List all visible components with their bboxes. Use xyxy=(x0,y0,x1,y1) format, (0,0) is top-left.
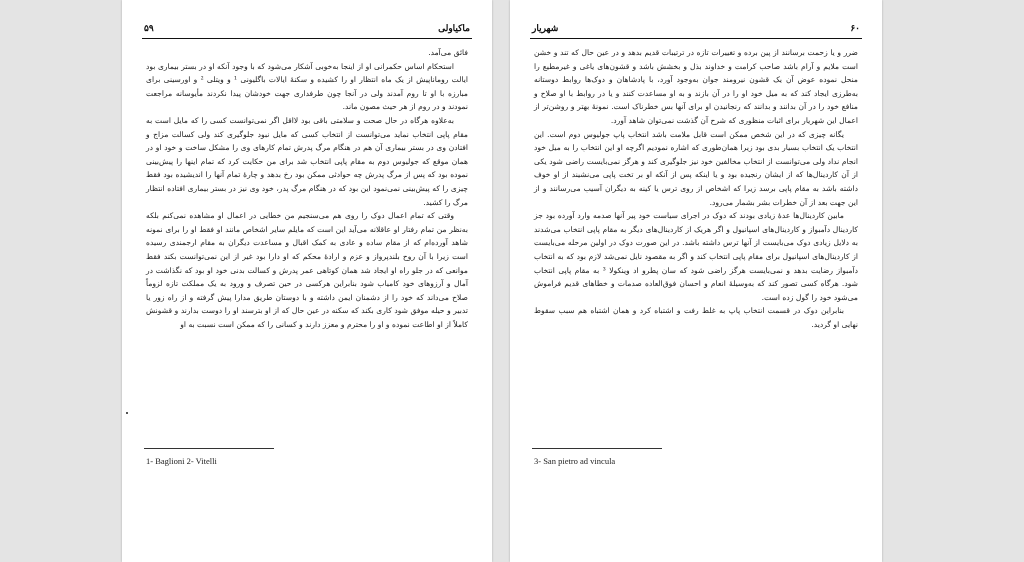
footnote-rule xyxy=(532,448,662,449)
paragraph: به‌علاوه هرگاه در حال صحت و سلامتی باقی بود لااقل اگر نمی‌توانست کسی را که مایل است به مقام پاپی انتخاب نماید می‌توانست از انتخاب کسی که مایل نبود جلوگیری کند ولی کسالت مزاج و افتادن وی در بستر بیماری آن هم در هنگام مرگ پدرش تمام کارهای وی را مشکل ساخت و خود او در همان موقع که جولیوس دوم به مقام پاپی انتخاب شد برای من حکایت کرد که تمام اینها را پیش‌بینی نموده بود که پس از مرگ پدرش چه حوادثی ممکن بود رخ بدهد و چارهٔ تمام آنها را اندیشیده بود فقط چیزی را که پیش‌بینی نمی‌نمود این بود که در هنگام مرگ پدر، خود وی نیز در بستر بیماری افتاده انتظار مرگ را کشید. xyxy=(146,115,468,207)
paragraph: استحکام اساس حکمرانی او از اینجا به‌خوبی آشکار می‌شود که با وجود آنکه او در بستر بیماری بود ایالت روماناپیش از یک ماه انتظار او را کشیده و سکنهٔ ایالات باگلیونی ¹ و ویتلی ² و اورسینی برای مبارزه با او تا روم آمدند ولی در آنجا چون طرفداری جهت خودشان پیدا نکردند مأیوسانه مراجعت نمودند و در روم از هر حیث مصون ماند. xyxy=(146,61,468,112)
page-body-text xyxy=(146,46,468,331)
footnote-rule xyxy=(144,448,274,449)
paragraph: وقتی که تمام اعمال دوک را روی هم می‌سنجیم من خطایی در اعمال او مشاهده نمی‌کنم بلکه به‌نظر من تمام رفتار او عاقلانه می‌آید این است که مایلم سایر اشخاص مانند او فقط او را برای نمونه شاهد آورده‌ام که از مقام ساده و عادی به کمک اقبال و مساعدت دیگران به مقام ارجمندی رسیده است زیرا با آن روح بلندپرواز و عزم و ارادهٔ محکم که او دارا بود غیر از این نمی‌توانست بکند فقط موانعی که در جلو راه او ایجاد شد همان کوتاهی عمر پدرش و کسالت بدنی خود او بود که نگذاشت در آمال و آرزوهای خود کامیاب شود بنابراین هرکسی در حین تصرف و ورود به یک مملکت تازه لزوماً صلاح می‌داند که خود را از دشمنان ایمن داشته و با دوستان طریق مدارا پیش گرفته و از راه زور یا تدبیر و حیله موفق شود کاری بکند که سکنه در عین حال که از او بترسند او را دوست بدارند و قشونش کاملاً از او اطاعت نموده و او را محترم و معزز دارند و کسانی را که ممکن است نسبت به او xyxy=(146,211,468,329)
scan-mark xyxy=(126,412,128,414)
paragraph: ضرر و یا زحمت برسانند از پین برده و تغییرات تازه در ترتیبات قدیم بدهد و در عین حال که تند و خشن است ملایم و آرام باشد صاحب کرامت و خداوند بذل و بخشش باشد و قشون‌های یاغی و غیرمطیع را منحل نموده عوض آن یک قشون نیرومند جوان به‌وجود آورد، با پادشاهان و دوک‌ها روابط دوستانه به‌طرزی ایجاد کند که به میل خود او را در آن بازند و به او مساعدت کنند و یا در روابط با او صلاح و منافع خود را در آن بدانند و بدانند که رنجانیدن او برای آنها بس خطرناک است. نمونهٔ بهتر و روشن‌تر از اعمال این شهریار برای اثبات منظوری که شرح آن گذشت نمی‌توان شاهد آورد. xyxy=(534,48,858,125)
running-head xyxy=(142,22,472,39)
page-number: ۵۹ xyxy=(144,24,154,34)
running-title: شهریار xyxy=(532,24,559,34)
running-head xyxy=(530,22,862,39)
paragraph: مابین کاردینال‌ها عدهٔ زیادی بودند که دوک در اجرای سیاست خود پیر آنها صدمه وارد آورده بود جز کاردینال دآمبواز و کاردینال‌های اسپانیول و اگر هریک از کاردینال‌های دیگر به مقام پاپی انتخاب می‌شدند به دلایل زیادی دوک می‌بایست از آنها ترس داشته باشد. در این صورت دوک در اولین مرحله می‌بایست از کاردینال‌های اسپانیول برای مقام پاپی انتخاب کند و اگر به مقصود نایل نمی‌شد لازم بود که به انتخاب دآمبواز رضایت بدهد و نمی‌بایست هرگز راضی شود که سان پطرو اد وینکولا ³ به مقام پاپی انتخاب شود. هرگاه کسی تصور کند که به‌وسیلهٔ انعام و احسان فوق‌العاده صدمات و خطاهای قدیم فراموش می‌شود خود را گول زده است. xyxy=(534,211,858,302)
footnote: 1- Baglioni 2- Vitelli xyxy=(146,456,217,466)
running-title: ماکیاولی xyxy=(438,24,470,34)
paragraph: بنابراین دوک در قسمت انتخاب پاپ به غلط رفت و اشتباه کرد و همان اشتباه هم سبب سقوط نهایی او گردید. xyxy=(534,306,858,329)
paragraph: یگانه چیزی که در این شخص ممکن است قابل ملامت باشد انتخاب پاپ جولیوس دوم است. این انتخاب یک انتخاب بسیار بدی بود زیرا همان‌طوری که اشاره نمودیم اگرچه او این انتخاب را به میل خود انجام نداد ولی می‌توانست از انتخاب مخالفین خود نیز جلوگیری کند و هرگز نمی‌بایست راضی شود یکی از آن کاردینال‌ها که از ایشان رنجیده بود و یا اینکه پس از آنکه او بر تخت پاپی می‌نشیند از او خوف داشته باشد به مقام پاپی برسد زیرا که اشخاص از روی ترس یا کینه به دیگران آسیب می‌رسانند و از این جهت بعد از آن خطرات بشر بشمار می‌رود. xyxy=(534,129,858,207)
footnote: 3- San pietro ad vincula xyxy=(534,456,616,466)
page-body-text xyxy=(534,46,858,331)
page-number: ۶۰ xyxy=(850,24,860,34)
paragraph: فائق می‌آمد. xyxy=(428,48,468,57)
book-page-right xyxy=(510,0,882,562)
book-page-left xyxy=(122,0,492,562)
